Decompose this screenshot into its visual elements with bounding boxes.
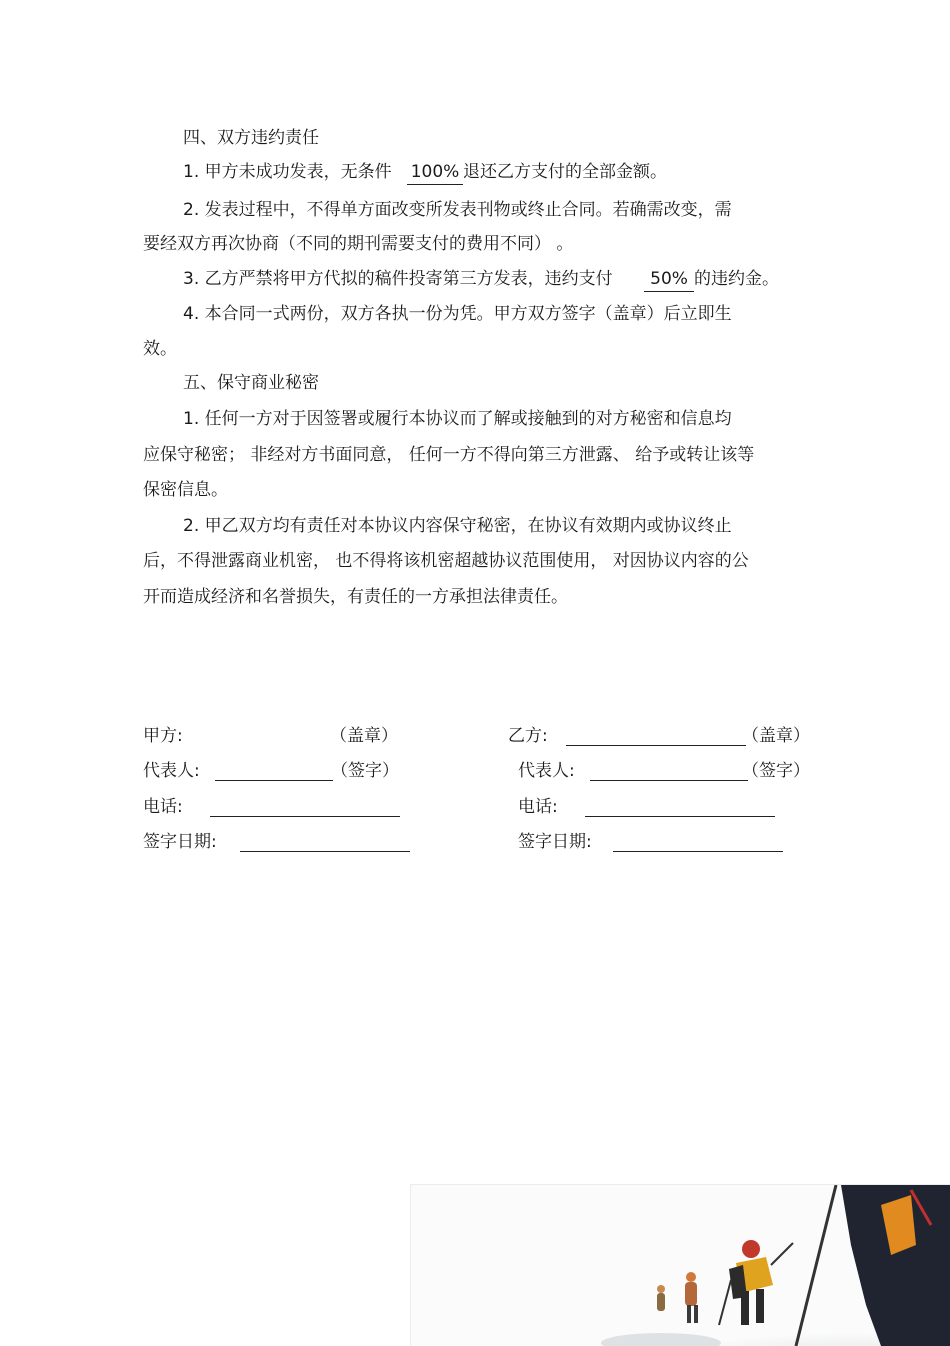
party-a-date-label: 签字日期: bbox=[143, 832, 217, 852]
section4-item3-pre: 3. 乙方严禁将甲方代拟的稿件投寄第三方发表，违约支付 bbox=[183, 269, 613, 289]
party-a-rep-label: 代表人: bbox=[143, 761, 200, 781]
section5-heading: 五、保守商业秘密 bbox=[183, 373, 319, 393]
section5-item2-line2: 后，不得泄露商业机密， 也不得将该机密超越协议范围使用， 对因协议内容的公 bbox=[143, 551, 749, 571]
refund-percent: 100% bbox=[407, 160, 463, 185]
party-a-phone-label: 电话: bbox=[143, 797, 183, 817]
party-a-seal: （盖章） bbox=[330, 726, 398, 746]
section5-item1-line3: 保密信息。 bbox=[143, 480, 228, 500]
party-b-date-label: 签字日期: bbox=[518, 832, 592, 852]
section4-item2-line1: 2. 发表过程中，不得单方面改变所发表刊物或终止合同。若确需改变，需 bbox=[183, 200, 732, 220]
section4-item3-post: 的违约金。 bbox=[694, 269, 780, 289]
section5-item1-line2: 应保守秘密； 非经对方书面同意， 任何一方不得向第三方泄露、 给予或转让该等 bbox=[143, 445, 755, 465]
party-b-seal-blank[interactable] bbox=[566, 745, 746, 746]
section5-item2-line3: 开而造成经济和名誉损失，有责任的一方承担法律责任。 bbox=[143, 587, 568, 607]
party-a-sign: （签字） bbox=[331, 761, 399, 781]
section4-item1-pre: 1. 甲方未成功发表，无条件 bbox=[183, 162, 392, 182]
party-b-phone-blank[interactable] bbox=[585, 816, 775, 817]
party-b-seal: （盖章） bbox=[742, 726, 810, 746]
section5-item1-line1: 1. 任何一方对于因签署或履行本协议而了解或接触到的对方秘密和信息均 bbox=[183, 409, 732, 429]
section5-item2-line1: 2. 甲乙双方均有责任对本协议内容保守秘密，在协议有效期内或协议终止 bbox=[183, 516, 732, 536]
section4-item4-line2: 效。 bbox=[143, 339, 177, 359]
section4-item1-post: 退还乙方支付的全部金额。 bbox=[463, 162, 668, 182]
party-a-label: 甲方: bbox=[143, 726, 183, 746]
section4-item1 bbox=[183, 160, 667, 185]
party-b-label: 乙方: bbox=[508, 726, 548, 746]
party-a-rep-blank[interactable] bbox=[215, 780, 333, 781]
party-b-date-blank[interactable] bbox=[613, 851, 783, 852]
section4-item2-line2: 要经双方再次协商（不同的期刊需要支付的费用不同） 。 bbox=[143, 234, 574, 254]
party-b-phone-label: 电话: bbox=[518, 797, 558, 817]
party-a-date-blank[interactable] bbox=[240, 851, 410, 852]
section4-item4-line1: 4. 本合同一式两份，双方各执一份为凭。甲方双方签字（盖章）后立即生 bbox=[183, 304, 732, 324]
mountain-climbers-photo bbox=[410, 1184, 950, 1346]
party-b-sign: （签字） bbox=[742, 761, 810, 781]
section4-heading: 四、双方违约责任 bbox=[183, 128, 319, 148]
party-b-rep-blank[interactable] bbox=[590, 780, 748, 781]
section4-item3 bbox=[183, 267, 779, 292]
penalty-percent: 50% bbox=[644, 267, 694, 292]
party-a-phone-blank[interactable] bbox=[210, 816, 400, 817]
party-b-rep-label: 代表人: bbox=[518, 761, 575, 781]
mountain-climbers-icon bbox=[411, 1185, 950, 1346]
